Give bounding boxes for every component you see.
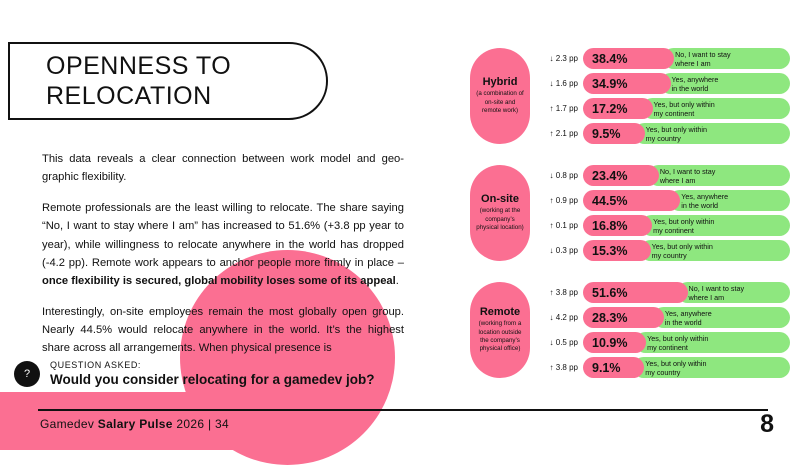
- group-name: Remote: [479, 306, 521, 319]
- category-text: [660, 167, 716, 185]
- category-line-1: Yes, anywhere: [664, 308, 712, 318]
- question-text: Would you consider relocating for a gamedev job?: [50, 372, 375, 387]
- chart-row: [536, 165, 790, 186]
- delta-label: ↑ 0.1 pp: [549, 221, 578, 230]
- delta-label: ↑ 0.9 pp: [549, 196, 578, 205]
- category-text: [654, 100, 715, 118]
- category-text: [672, 75, 719, 93]
- value-bar: 51.6%: [583, 282, 688, 303]
- paragraph-2-emphasis: once flexibility is secured, global mobility loses some of its appeal: [42, 274, 396, 287]
- chart-row: [536, 282, 790, 303]
- category-line-2: my continent: [653, 108, 695, 118]
- category-line-1: No, I want to stay: [675, 49, 731, 59]
- category-line-1: Yes, but only within: [647, 333, 709, 343]
- footer-year: 2026: [176, 417, 205, 431]
- group-rows: [536, 282, 790, 378]
- chart-group: [470, 282, 790, 378]
- chart-row: [536, 240, 790, 261]
- category-line-1: Yes, anywhere: [671, 74, 719, 84]
- value-bar: 38.4%: [583, 48, 674, 69]
- category-line-1: Yes, but only within: [653, 99, 715, 109]
- paragraph-2: [42, 199, 404, 290]
- delta-label: ↓ 1.6 pp: [549, 79, 578, 88]
- category-pill: [669, 190, 790, 211]
- delta-label: ↓ 2.3 pp: [549, 54, 578, 63]
- group-subtitle: (a combination of on-site and remote work): [476, 90, 524, 115]
- category-pill: [677, 282, 790, 303]
- question-texts: [50, 360, 375, 387]
- chart-row: [536, 357, 790, 378]
- category-line-1: Yes, but only within: [651, 241, 713, 251]
- category-line-1: Yes, but only within: [645, 358, 707, 368]
- footer-divider: [38, 409, 768, 411]
- value-bar: 44.5%: [583, 190, 680, 211]
- footer-brand-bold: Salary Pulse: [97, 417, 173, 431]
- category-line-2: my continent: [653, 225, 694, 235]
- group-rows: [536, 48, 790, 144]
- category-line-2: in the world: [664, 317, 702, 327]
- chart-group: [470, 48, 790, 144]
- category-pill: [640, 240, 790, 261]
- delta-label: ↓ 0.8 pp: [549, 171, 578, 180]
- value-bar: 9.1%: [583, 357, 644, 378]
- value-bar: 10.9%: [583, 332, 646, 353]
- group-name: Hybrid: [482, 76, 518, 89]
- category-text: [653, 217, 714, 235]
- page-title-line-2: RELOCATION: [46, 82, 212, 110]
- chart-row: [536, 48, 790, 69]
- category-text: [645, 359, 706, 377]
- group-name: On-site: [481, 193, 519, 206]
- relocation-chart: [470, 48, 790, 399]
- category-line-2: my country: [645, 133, 681, 143]
- chart-row: [536, 332, 790, 353]
- category-text: [681, 192, 728, 210]
- category-line-1: Yes, but only within: [653, 216, 715, 226]
- category-pill: [641, 215, 790, 236]
- page-number: 8: [760, 410, 774, 438]
- delta-label: ↓ 0.5 pp: [549, 338, 578, 347]
- chart-row: [536, 215, 790, 236]
- category-text: [646, 125, 707, 143]
- category-line-1: No, I want to stay: [659, 166, 716, 176]
- category-line-2: my country: [645, 367, 681, 377]
- footer-separator: |: [207, 417, 212, 431]
- category-pill: [653, 307, 790, 328]
- category-line-1: No, I want to stay: [688, 283, 745, 293]
- footer-survey-number: 34: [215, 417, 229, 431]
- delta-label: ↑ 2.1 pp: [549, 129, 578, 138]
- value-bar: 15.3%: [583, 240, 651, 261]
- value-bar: 28.3%: [583, 307, 664, 328]
- group-label-hybrid: [470, 48, 530, 144]
- chart-group: [470, 165, 790, 261]
- category-line-2: my country: [651, 250, 687, 260]
- category-pill: [660, 73, 790, 94]
- group-subtitle: (working from a location outside the company’s physical office): [478, 320, 522, 353]
- category-text: [652, 242, 713, 260]
- chart-row: [536, 123, 790, 144]
- category-text: [647, 334, 708, 352]
- page-title-box: [8, 42, 328, 120]
- footer: [40, 417, 229, 431]
- group-subtitle: (working at the company’s physical location): [476, 207, 524, 232]
- value-bar: 23.4%: [583, 165, 659, 186]
- value-bar: 16.8%: [583, 215, 652, 236]
- delta-label: ↑ 1.7 pp: [549, 104, 578, 113]
- category-line-1: Yes, anywhere: [681, 191, 729, 201]
- category-line-2: in the world: [671, 83, 709, 93]
- value-bar: 17.2%: [583, 98, 653, 119]
- question-mark-icon: ?: [14, 361, 40, 387]
- group-label-remote: [470, 282, 530, 378]
- category-pill: [642, 98, 791, 119]
- question-label: QUESTION ASKED:: [50, 360, 142, 370]
- value-bar: 9.5%: [583, 123, 645, 144]
- category-text: [689, 284, 745, 302]
- body-copy: [42, 150, 404, 370]
- category-text: [665, 309, 712, 327]
- category-line-2: where I am: [675, 58, 711, 68]
- category-line-1: Yes, but only within: [645, 124, 707, 134]
- footer-brand-light: Gamedev: [40, 417, 95, 431]
- category-pill: [633, 357, 790, 378]
- delta-label: ↓ 0.3 pp: [549, 246, 578, 255]
- paragraph-3: Interestingly, on-site employees remain the most globally open group. Nearly 44.5% would relocate anywhere in the world. It’s the highest share across all arrangements. When physical presence is: [42, 305, 404, 355]
- chart-row: [536, 307, 790, 328]
- value-bar: 34.9%: [583, 73, 671, 94]
- chart-row: [536, 190, 790, 211]
- question-block: [14, 360, 414, 387]
- chart-row: [536, 73, 790, 94]
- delta-label: ↑ 3.8 pp: [549, 288, 578, 297]
- category-line-2: in the world: [681, 200, 719, 210]
- group-label-on-site: [470, 165, 530, 261]
- paragraph-1: This data reveals a clear connection between work model and geo-graphic flexibility.: [42, 153, 404, 184]
- category-text: [675, 50, 731, 68]
- category-pill: [663, 48, 790, 69]
- category-pill: [648, 165, 790, 186]
- group-rows: [536, 165, 790, 261]
- category-line-2: where I am: [659, 175, 696, 185]
- page-title: [10, 51, 231, 112]
- paragraph-2-text: Remote professionals are the least willing to relocate. The share saying “No, I want to stay where I am” has increased to 51.6% (+3.8 pp year to year), while willingness to relocate anywhere in the world has dropped (-4.2 pp). Remote work appears to anchor people more firmly in place – once flexibility is secured, global mobility loses some of its appeal.: [42, 202, 404, 287]
- chart-row: [536, 98, 790, 119]
- category-line-2: where I am: [688, 292, 725, 302]
- category-pill: [635, 332, 790, 353]
- delta-label: ↑ 3.8 pp: [549, 363, 578, 372]
- delta-label: ↓ 4.2 pp: [549, 313, 578, 322]
- category-line-2: my continent: [647, 342, 688, 352]
- page-title-line-1: OPENNESS TO: [46, 51, 232, 80]
- category-pill: [634, 123, 790, 144]
